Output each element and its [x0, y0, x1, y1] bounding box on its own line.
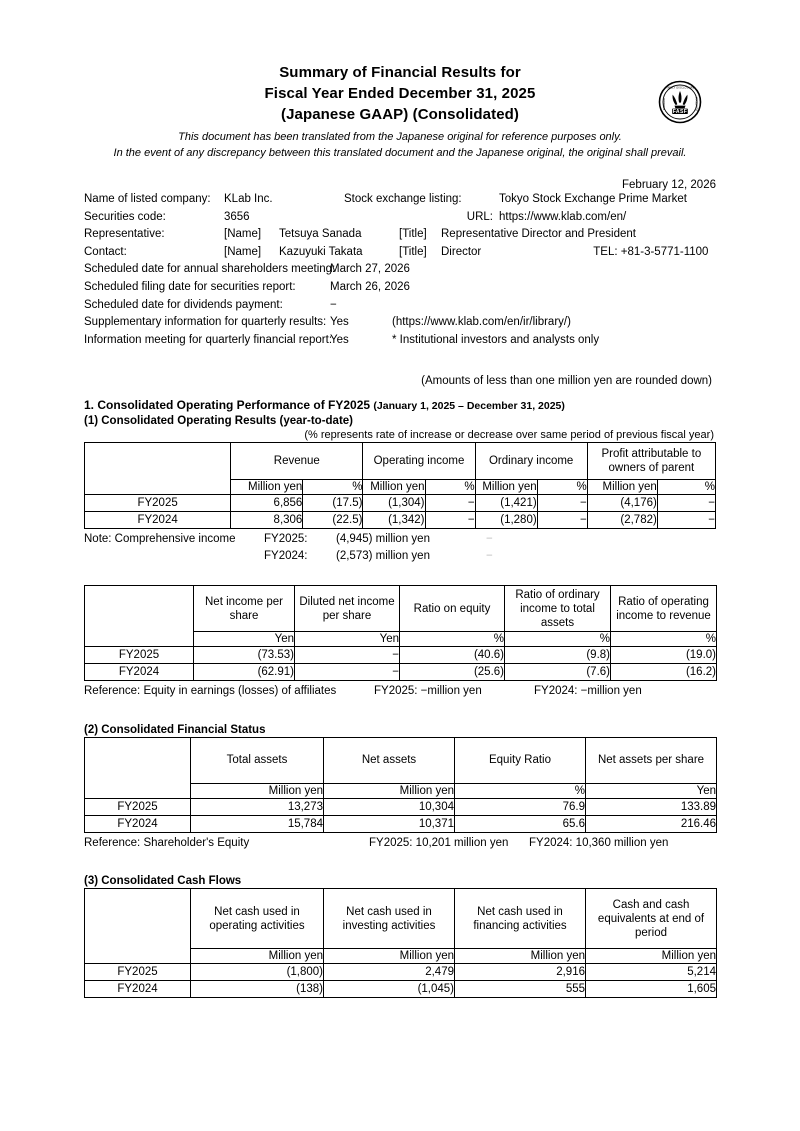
info-row-dividends [84, 297, 716, 315]
operating-results-table-wrap [84, 442, 800, 998]
contact-label: Contact: [84, 245, 127, 258]
cell-ratio-operating-income: (16.2) [611, 664, 717, 681]
table-header-row [85, 586, 717, 632]
col-header-net-assets: Net assets [324, 737, 455, 783]
representative-title: Representative Director and President [441, 228, 636, 241]
title-line-3: (Japanese GAAP) (Consolidated) [280, 106, 520, 123]
cell-operating-cash-flow: (1,800) [191, 964, 324, 981]
comprehensive-income-note [84, 531, 800, 564]
cell-diluted-net-income-per-share: − [295, 647, 400, 664]
col-header-revenue: Revenue [231, 443, 363, 480]
col-header-cash-equivalents-end: Cash and cash equivalents at end of period [586, 889, 717, 949]
cell-ordinary-income-pct: − [537, 495, 587, 512]
col-header-net-assets-per-share: Net assets per share [586, 737, 717, 783]
cell-ratio-ordinary-income: (7.6) [505, 664, 611, 681]
col-header-ratio-ordinary-income-total-assets: Ratio of ordinary income to total assets [505, 586, 611, 632]
cell-total-assets: 13,273 [191, 798, 324, 815]
reference-equity-fy2025: FY2025: 10,201 million yen [369, 836, 509, 849]
cell-operating-income-pct: − [425, 495, 475, 512]
unit-financing-cash-flow: Million yen [455, 949, 586, 964]
cell-profit-pct: − [657, 495, 715, 512]
row-year: FY2024 [85, 512, 231, 529]
table-header-row [85, 889, 717, 949]
meeting-label: Information meeting for quarterly financial report: [84, 333, 333, 346]
corner-cell [85, 889, 191, 964]
fasf-seal-icon [658, 80, 702, 124]
company-info-block [84, 179, 716, 441]
cell-net-assets-per-share: 216.46 [586, 815, 717, 832]
cell-net-assets-per-share: 133.89 [586, 798, 717, 815]
cell-profit: (4,176) [587, 495, 657, 512]
filing-date-value: March 26, 2026 [330, 280, 410, 293]
corner-cell [85, 737, 191, 798]
meeting-note: * Institutional investors and analysts only [392, 333, 600, 346]
col-header-equity-ratio: Equity Ratio [455, 737, 586, 783]
unit-profit-million: Million yen [587, 480, 657, 495]
section-1-heading [84, 398, 716, 412]
table-header-row [85, 443, 716, 480]
cell-equity-ratio: 65.6 [455, 815, 586, 832]
exchange-value: Tokyo Stock Exchange Prime Market [499, 193, 687, 205]
cell-diluted-net-income-per-share: − [295, 664, 400, 681]
unit-revenue-million: Million yen [231, 480, 303, 495]
info-row-representative [84, 226, 716, 244]
info-row-shareholders-meeting [84, 261, 716, 279]
comprehensive-income-row [84, 531, 800, 548]
section-1-3-heading: (3) Consolidated Cash Flows [84, 875, 242, 888]
comprehensive-income-dash: − [486, 549, 493, 562]
col-header-total-assets: Total assets [191, 737, 324, 783]
svg-text:FINANCIAL: FINANCIAL [663, 98, 666, 110]
row-year: FY2025 [85, 495, 231, 512]
contact-name-tag: [Name] [224, 245, 262, 258]
cell-revenue-pct: (22.5) [303, 512, 363, 529]
url-value[interactable]: https://www.klab.com/en/ [499, 210, 627, 223]
unit-equity-ratio: % [455, 783, 586, 798]
cell-cash-equivalents-end: 5,214 [586, 964, 717, 981]
col-header-diluted-net-income-per-share: Diluted net income per share [295, 586, 400, 632]
cell-operating-income: (1,342) [363, 512, 425, 529]
info-row-meeting [84, 332, 716, 350]
supplementary-label: Supplementary information for quarterly results: [84, 316, 327, 329]
table-row [85, 664, 717, 681]
supplementary-value: Yes [330, 316, 349, 329]
financial-status-table [84, 737, 717, 833]
section-1-heading-main: 1. Consolidated Operating Performance of FY2025 [84, 398, 371, 413]
company-label: Name of listed company: [84, 193, 211, 205]
col-header-net-income-per-share: Net income per share [194, 586, 295, 632]
operating-results-table [84, 442, 716, 529]
rounding-note: (Amounts of less than one million yen are rounded down) [421, 375, 712, 388]
unit-diluted-net-income-per-share: Yen [295, 632, 400, 647]
col-header-profit-attributable: Profit attributable to owners of parent [587, 443, 715, 480]
cash-flows-table [84, 888, 717, 998]
unit-net-income-per-share: Yen [194, 632, 295, 647]
col-header-investing-cash-flow: Net cash used in investing activities [324, 889, 455, 949]
unit-ratio-ordinary-income: % [505, 632, 611, 647]
contact-tel: TEL: +81-3-5771-1100 [593, 245, 709, 258]
row-year: FY2024 [85, 664, 194, 681]
cell-ordinary-income-pct: − [537, 512, 587, 529]
cell-ordinary-income: (1,421) [475, 495, 537, 512]
cell-total-assets: 15,784 [191, 815, 324, 832]
unit-investing-cash-flow: Million yen [324, 949, 455, 964]
cell-financing-cash-flow: 2,916 [455, 964, 586, 981]
unit-operating-cash-flow: Million yen [191, 949, 324, 964]
disclaimer-line-1: This document has been translated from the Japanese original for reference purposes only. [178, 131, 622, 143]
supplementary-note[interactable]: (https://www.klab.com/en/ir/library/) [392, 316, 571, 329]
reference-equity-row [84, 835, 800, 852]
reference-affiliates-fy2024: FY2024: −million yen [534, 685, 642, 698]
col-header-ordinary-income: Ordinary income [475, 443, 587, 480]
svg-text:STANDARDS: STANDARDS [694, 97, 697, 111]
company-value: KLab Inc. [224, 193, 273, 205]
cell-net-income-per-share: (73.53) [194, 647, 295, 664]
shareholders-meeting-label: Scheduled date for annual shareholders meeting: [84, 263, 336, 276]
table-row [85, 512, 716, 529]
table-row [85, 815, 717, 832]
col-header-financing-cash-flow: Net cash used in financing activities [455, 889, 586, 949]
col-header-operating-cash-flow: Net cash used in operating activities [191, 889, 324, 949]
filing-date-label: Scheduled filing date for securities report: [84, 280, 296, 293]
row-year: FY2025 [85, 964, 191, 981]
cell-operating-income-pct: − [425, 512, 475, 529]
col-header-operating-income: Operating income [363, 443, 475, 480]
svg-text:FASF: FASF [672, 108, 688, 115]
comprehensive-income-value: (2,573) million yen [336, 549, 430, 562]
info-row-company [84, 191, 716, 209]
cell-investing-cash-flow: 2,479 [324, 964, 455, 981]
unit-profit-pct: % [657, 480, 715, 495]
section-1-2-heading: (2) Consolidated Financial Status [84, 723, 266, 736]
comprehensive-income-row [84, 548, 800, 565]
info-row-filing-date [84, 279, 716, 297]
representative-name: Tetsuya Sanada [279, 228, 362, 241]
cell-net-assets: 10,371 [324, 815, 455, 832]
comprehensive-income-value: (4,945) million yen [336, 533, 430, 546]
cell-net-income-per-share: (62.91) [194, 664, 295, 681]
unit-opinc-pct: % [425, 480, 475, 495]
cell-financing-cash-flow: 555 [455, 981, 586, 998]
comprehensive-income-dash: − [486, 533, 493, 546]
dividends-label: Scheduled date for dividends payment: [84, 298, 283, 311]
cell-ratio-ordinary-income: (9.8) [505, 647, 611, 664]
reference-affiliates-label: Reference: Equity in earnings (losses) of affiliates [84, 685, 337, 698]
unit-ordinc-pct: % [537, 480, 587, 495]
cell-revenue: 8,306 [231, 512, 303, 529]
title-line-2: Fiscal Year Ended December 31, 2025 [264, 85, 536, 102]
contact-title: Director [441, 245, 482, 258]
cell-ratio-operating-income: (19.0) [611, 647, 717, 664]
cell-investing-cash-flow: (1,045) [324, 981, 455, 998]
unit-ordinc-million: Million yen [475, 480, 537, 495]
title-line-1: Summary of Financial Results for [279, 64, 521, 81]
table-row [85, 981, 717, 998]
unit-revenue-pct: % [303, 480, 363, 495]
url-label: URL: [466, 210, 493, 223]
cell-net-assets: 10,304 [324, 798, 455, 815]
securities-code-value: 3656 [224, 210, 250, 223]
unit-total-assets: Million yen [191, 783, 324, 798]
cell-profit: (2,782) [587, 512, 657, 529]
cell-operating-income: (1,304) [363, 495, 425, 512]
table-header-row [85, 737, 717, 783]
table-row [85, 798, 717, 815]
cell-profit-pct: − [657, 512, 715, 529]
unit-opinc-million: Million yen [363, 480, 425, 495]
percent-note: (% represents rate of increase or decrease over same period of previous fiscal year) [304, 429, 714, 442]
table-row [85, 647, 717, 664]
representative-title-tag: [Title] [399, 228, 427, 241]
exchange-label: Stock exchange listing: [344, 193, 462, 205]
reference-equity-label: Reference: Shareholder's Equity [84, 836, 250, 849]
row-year: FY2024 [85, 815, 191, 832]
contact-title-tag: [Title] [399, 245, 427, 258]
row-year: FY2024 [85, 981, 191, 998]
per-share-ratios-table [84, 585, 717, 681]
release-date: February 12, 2026 [622, 179, 716, 191]
securities-code-label: Securities code: [84, 210, 166, 223]
unit-net-assets: Million yen [324, 783, 455, 798]
corner-cell [85, 443, 231, 495]
comprehensive-income-label-spacer [84, 548, 264, 565]
row-year: FY2025 [85, 798, 191, 815]
reference-equity-fy2024: FY2024: 10,360 million yen [529, 836, 669, 849]
cell-cash-equivalents-end: 1,605 [586, 981, 717, 998]
cell-ratio-on-equity: (40.6) [400, 647, 505, 664]
dividends-value: − [330, 298, 337, 311]
shareholders-meeting-value: March 27, 2026 [330, 263, 410, 276]
unit-cash-equivalents-end: Million yen [586, 949, 717, 964]
reference-affiliates-row [84, 683, 800, 700]
unit-ratio-on-equity: % [400, 632, 505, 647]
corner-cell [85, 586, 194, 647]
table-row [85, 495, 716, 512]
representative-name-tag: [Name] [224, 228, 262, 241]
info-row-supplementary [84, 314, 716, 332]
meeting-value: Yes [330, 333, 349, 346]
comprehensive-income-year: FY2025: [264, 533, 308, 546]
cell-operating-cash-flow: (138) [191, 981, 324, 998]
cell-ratio-on-equity: (25.6) [400, 664, 505, 681]
comprehensive-income-label: Note: Comprehensive income [84, 533, 236, 546]
cell-equity-ratio: 76.9 [455, 798, 586, 815]
table-row [85, 964, 717, 981]
unit-net-assets-per-share: Yen [586, 783, 717, 798]
col-header-ratio-operating-income-revenue: Ratio of operating income to revenue [611, 586, 717, 632]
section-1-1-heading: (1) Consolidated Operating Results (year-to-date) [84, 415, 354, 428]
row-year: FY2025 [85, 647, 194, 664]
comprehensive-income-year: FY2024: [264, 549, 308, 562]
cell-revenue: 6,856 [231, 495, 303, 512]
unit-ratio-operating-income: % [611, 632, 717, 647]
col-header-ratio-on-equity: Ratio on equity [400, 586, 505, 632]
svg-text:TIMELY DISCLOSURE: TIMELY DISCLOSURE [665, 86, 695, 90]
representative-label: Representative: [84, 228, 165, 241]
cell-revenue-pct: (17.5) [303, 495, 363, 512]
section-1-heading-period: (January 1, 2025 – December 31, 2025) [373, 400, 565, 413]
cell-ordinary-income: (1,280) [475, 512, 537, 529]
info-row-contact [84, 244, 716, 262]
contact-name: Kazuyuki Takata [279, 245, 363, 258]
info-row-securities-code [84, 209, 716, 227]
disclaimer-line-2: In the event of any discrepancy between this translated document and the Japanese original, the original shall prevail. [113, 146, 687, 159]
reference-affiliates-fy2025: FY2025: −million yen [374, 685, 482, 698]
